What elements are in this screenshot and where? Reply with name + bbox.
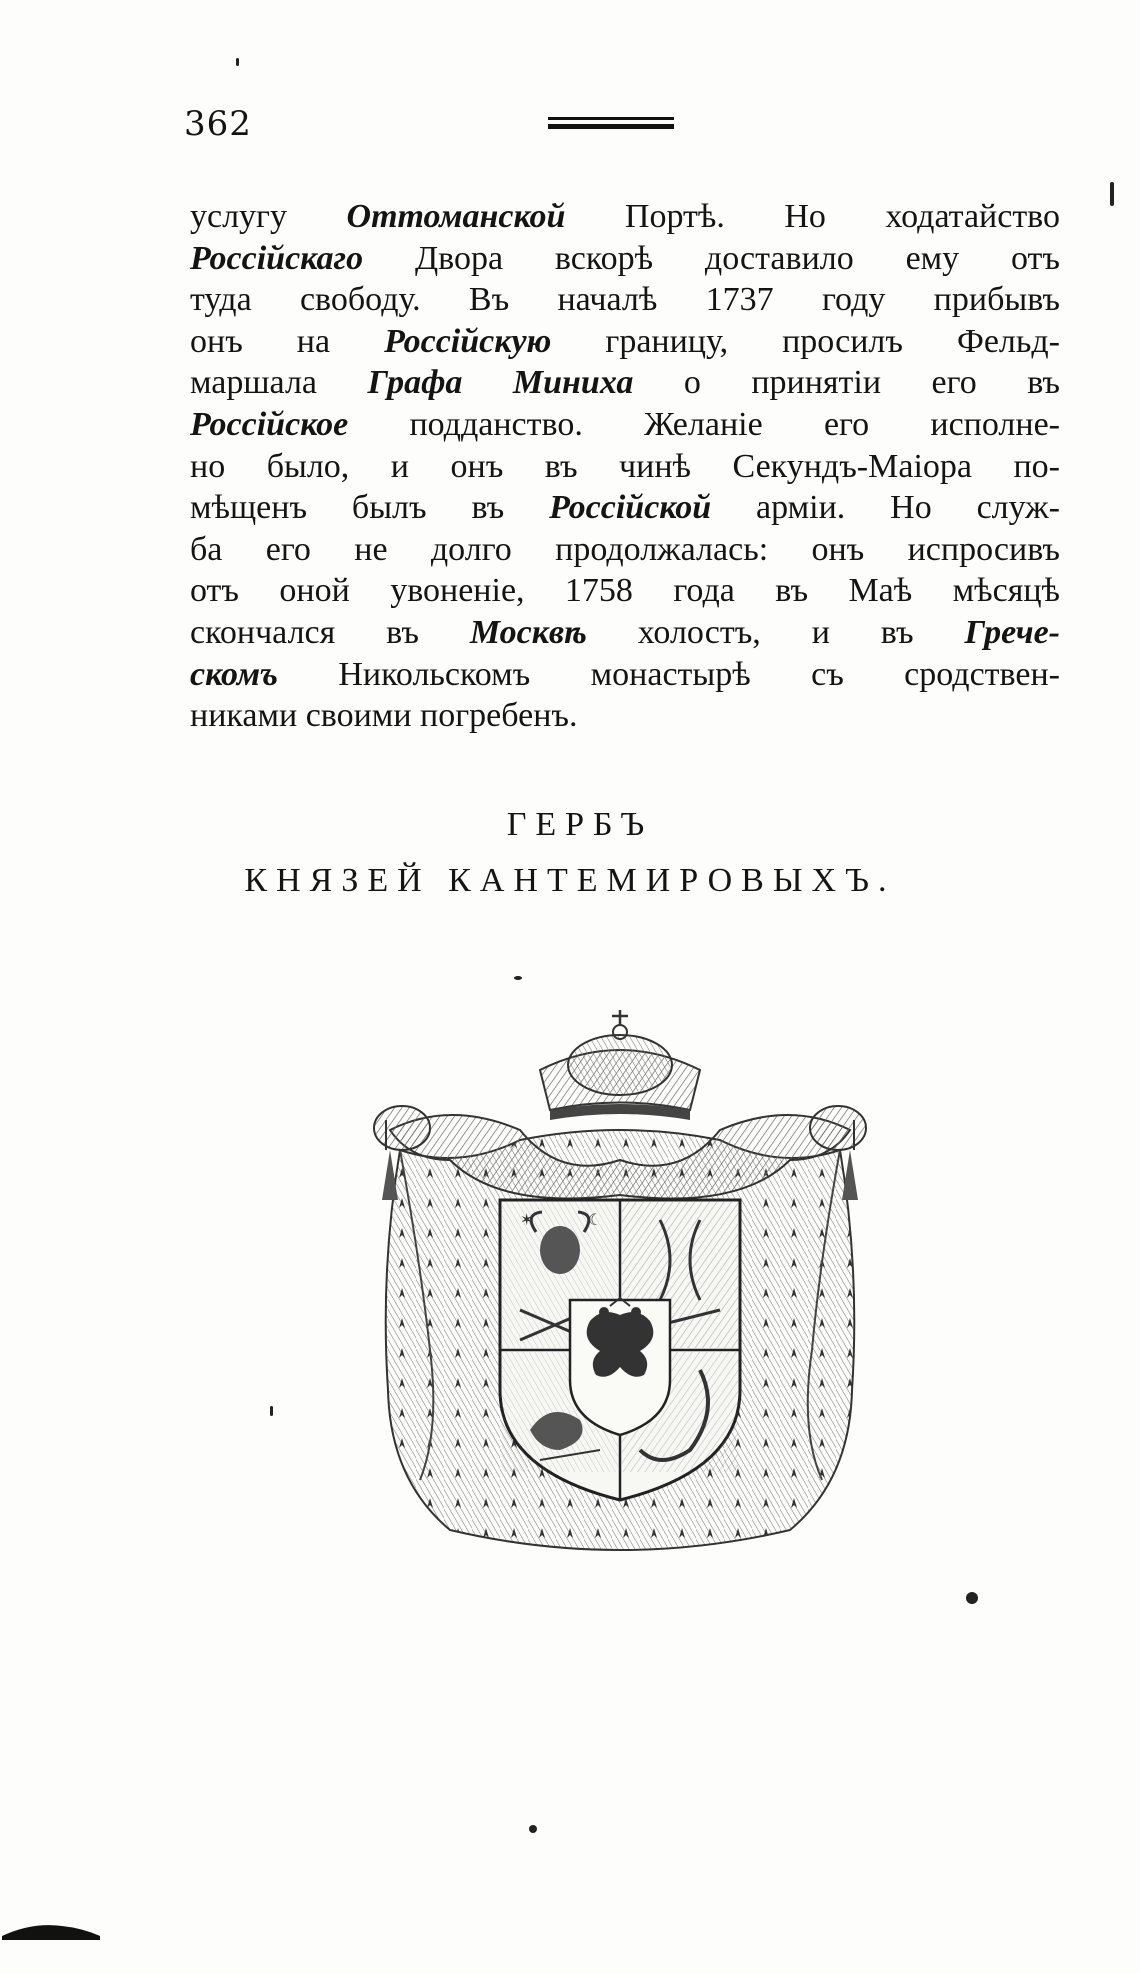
- print-speck: [966, 1592, 978, 1604]
- text-line: [190, 238, 1060, 280]
- text-line: [190, 362, 1060, 404]
- italic-name: Грече-: [964, 613, 1060, 651]
- text-run: никами своими погребенъ.: [190, 697, 578, 735]
- text-run: подданство. Желанiе его исполне-: [348, 405, 1060, 443]
- italic-name: скомъ: [190, 655, 278, 693]
- text-line: [190, 404, 1060, 446]
- print-speck: [529, 1825, 537, 1833]
- text-run: Никольскомъ монастырѣ съ сродствен-: [277, 655, 1060, 693]
- text-run: ба его не долго продолжалась: онъ испросивъ: [190, 530, 1060, 568]
- text-run: Двора вскорѣ доставило ему отъ: [363, 239, 1060, 277]
- text-line: [190, 487, 1060, 529]
- text-line: [190, 279, 1060, 321]
- print-speck: [236, 58, 239, 66]
- text-run: холостъ, и въ: [586, 613, 965, 651]
- text-run: мѣщенъ былъ въ: [190, 489, 550, 527]
- print-smudge: [2, 1922, 100, 1940]
- body-paragraph: [190, 196, 1060, 737]
- text-line: [190, 695, 1060, 737]
- text-line: [190, 612, 1060, 654]
- text-line: [190, 321, 1060, 363]
- header-rule-thick: [548, 124, 674, 129]
- italic-name: Россiйскую: [384, 322, 552, 360]
- italic-name: Москвѣ: [469, 613, 587, 651]
- heading-title: ГЕРБЪ: [506, 806, 654, 843]
- text-run: но было, и онъ въ чинѣ Секундъ-Маiора по-: [190, 447, 1060, 485]
- heading-subtitle: КНЯЗЕЙ КАНТЕМИРОВЫХЪ.: [244, 862, 896, 899]
- text-run: армiи. Но служ-: [711, 489, 1060, 527]
- italic-name: Графа Миниха: [367, 364, 634, 402]
- text-run: маршала: [190, 364, 368, 402]
- text-run: о принятiи его въ: [633, 364, 1060, 402]
- text-run: границу, просилъ Фельд-: [551, 322, 1061, 360]
- coat-of-arms-engraving-icon: [360, 1010, 880, 1570]
- print-speck: [514, 976, 522, 980]
- header-rule-thin: [548, 117, 674, 120]
- print-speck: [270, 1406, 273, 1416]
- text-run: скончался въ: [190, 613, 470, 651]
- italic-name: Оттоманской: [346, 198, 566, 235]
- svg-text:☾: ☾: [588, 1210, 603, 1229]
- text-line: [190, 196, 1060, 238]
- text-run: туда свободу. Въ началѣ 1737 году прибывъ: [190, 281, 1060, 319]
- text-run: услугу: [190, 198, 347, 235]
- svg-text:✶: ✶: [520, 1210, 534, 1229]
- text-run: отъ оной увоненiе, 1758 года въ Маѣ мѣсяцѣ: [190, 572, 1060, 610]
- italic-name: Россiйское: [190, 405, 349, 443]
- text-line: [190, 654, 1060, 696]
- italic-name: Россiйскаго: [190, 239, 364, 277]
- italic-name: Россiйской: [549, 489, 712, 527]
- text-run: Портѣ. Но ходатайство: [565, 198, 1060, 235]
- text-line: [190, 570, 1060, 612]
- text-line: [190, 529, 1060, 571]
- text-run: онъ на: [190, 322, 385, 360]
- page-number: 362: [184, 104, 252, 144]
- print-speck: [1110, 182, 1114, 206]
- text-line: [190, 446, 1060, 488]
